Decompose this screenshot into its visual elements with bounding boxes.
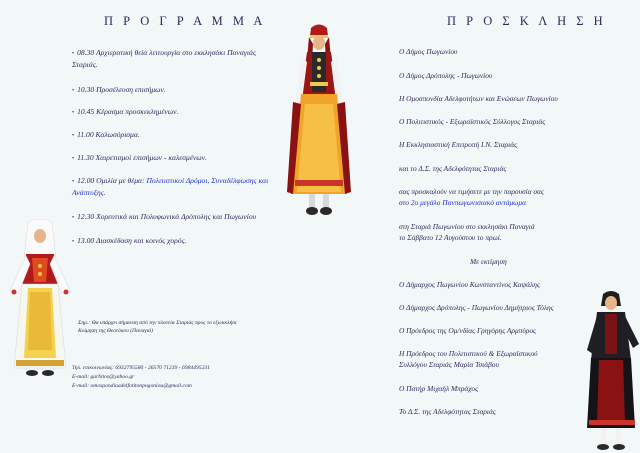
costume-figure-center bbox=[283, 22, 355, 217]
contact-email-1: E-mail: garbitos@yahoo.gr bbox=[72, 374, 135, 380]
program-item-arrival: • 10.30 Προσέλευση επισήμων. bbox=[72, 85, 166, 94]
program-item-greetings: • 11.30 Χαιρετισμοί επισήμων - καλεσμένων. bbox=[72, 153, 207, 162]
program-item-speech: • 12.00 Ομιλία με θέμα: Πολιτιστικοί Δρόμοι, Συναδέλφωσης και Ανάπτυξης. bbox=[72, 176, 269, 197]
host-line-2: Ο Δήμος Δρόπολης - Πωγωνίου bbox=[399, 71, 493, 80]
host-line-6: και το Δ.Σ. της Αδελφότητας Σταριάς bbox=[399, 164, 507, 173]
contact-email-2: E-mail: omospondiaadelfotitonpogoniou@gmail.com bbox=[72, 383, 192, 389]
regards-text: Με εκτίμηση bbox=[470, 257, 507, 266]
place-line-2: το Σάββατο 12 Αυγούστου το πρωί. bbox=[399, 233, 502, 242]
costume-figure-right bbox=[583, 290, 640, 453]
program-item-dances: • 12.30 Χορευτικά και Πολυφωνικά Δρόπολης και Πωγωνίου bbox=[72, 212, 257, 221]
program-item-liturgy: • 08.30 Αρχιερατική θεία λειτουργία στο εκκλησάκι Παναγιάς Σταριάς. bbox=[72, 48, 257, 69]
signer-association-president-1: Η Πρόεδρος του Πολιτιστικού & Εξωραϊστικού bbox=[399, 349, 538, 358]
program-item-welcome: • 11.00 Καλωσόρισμα. bbox=[72, 130, 140, 139]
host-line-4: Ο Πολιτιστικός - Εξωραϊστικός Σύλλογος Σταριάς bbox=[399, 117, 546, 126]
contact-phone: Τηλ. επικοινωνίας: 6932795580 - 26570 71239 - 6984495231 bbox=[72, 365, 210, 371]
program-item-refreshments: • 10.45 Κέρασμα προσκεκλημένων. bbox=[72, 107, 179, 116]
signer-mayor-pogoni: Ο Δήμαρχος Πωγωνίου Κωνσταντίνος Καψάλης bbox=[399, 280, 540, 289]
host-line-3: Η Ομοσπονδία Αδελφοτήτων και Ενώσεων Πωγωνίου bbox=[399, 94, 558, 103]
place-line-1: στη Σταριά Πωγωνίου στο εκκλησάκι Παναγιά bbox=[399, 222, 535, 231]
invitation-title: Π Ρ Ο Σ Κ Λ Η Σ Η bbox=[447, 14, 607, 28]
signer-priest: Ο Πατήρ Μιχαήλ Μπράχος bbox=[399, 384, 479, 393]
costume-figure-left bbox=[4, 218, 76, 378]
program-title: Π Ρ Ο Γ Ρ Α Μ Μ Α bbox=[104, 14, 266, 28]
note-line-1: Σημ.: Θα υπάρχει σήμανση από την πλατεία Σταριάς προς το εξωκκλήσι bbox=[78, 320, 237, 326]
invite-line-1: σας προσκαλούν να τιμήσετε με την παρουσία σας bbox=[399, 187, 544, 196]
host-line-1: Ο Δήμος Πωγωνίου bbox=[399, 47, 458, 56]
signer-mayor-dropoli: Ο Δήμαρχος Δρόπολης - Πωγωνίου Δημήτριος Τόλης bbox=[399, 303, 554, 312]
event-name: 2ο μεγάλο Πανπωγωνισιακό αντάμωμα bbox=[410, 198, 526, 207]
invite-line-2: στο 2ο μεγάλο Πανπωγωνισιακό αντάμωμα bbox=[399, 198, 526, 207]
program-item-party: • 13.00 Διασκέδαση και κοινός χορός. bbox=[72, 236, 187, 245]
signer-brotherhood-board: Το Δ.Σ. της Αδελφότητας Σταριάς bbox=[399, 407, 496, 416]
signer-federation-president: Ο Πρόεδρος της Ομ/νδίας Γρηγόρης Αρμπύρος bbox=[399, 326, 537, 335]
signer-association-president-2: Συλλόγου Σταριάς Μαρία Τσιάβου bbox=[399, 360, 499, 369]
speech-topic: Πολιτιστικοί Δρόμοι, Συναδέλφωσης και Ανάπτυξης. bbox=[72, 176, 269, 197]
note-line-2: Κοίμηση της Θεοτόκου (Παναγιά) bbox=[78, 328, 153, 334]
host-line-5: Η Εκκλησιαστική Επιτροπή Ι.Ν. Σταριάς bbox=[399, 140, 518, 149]
